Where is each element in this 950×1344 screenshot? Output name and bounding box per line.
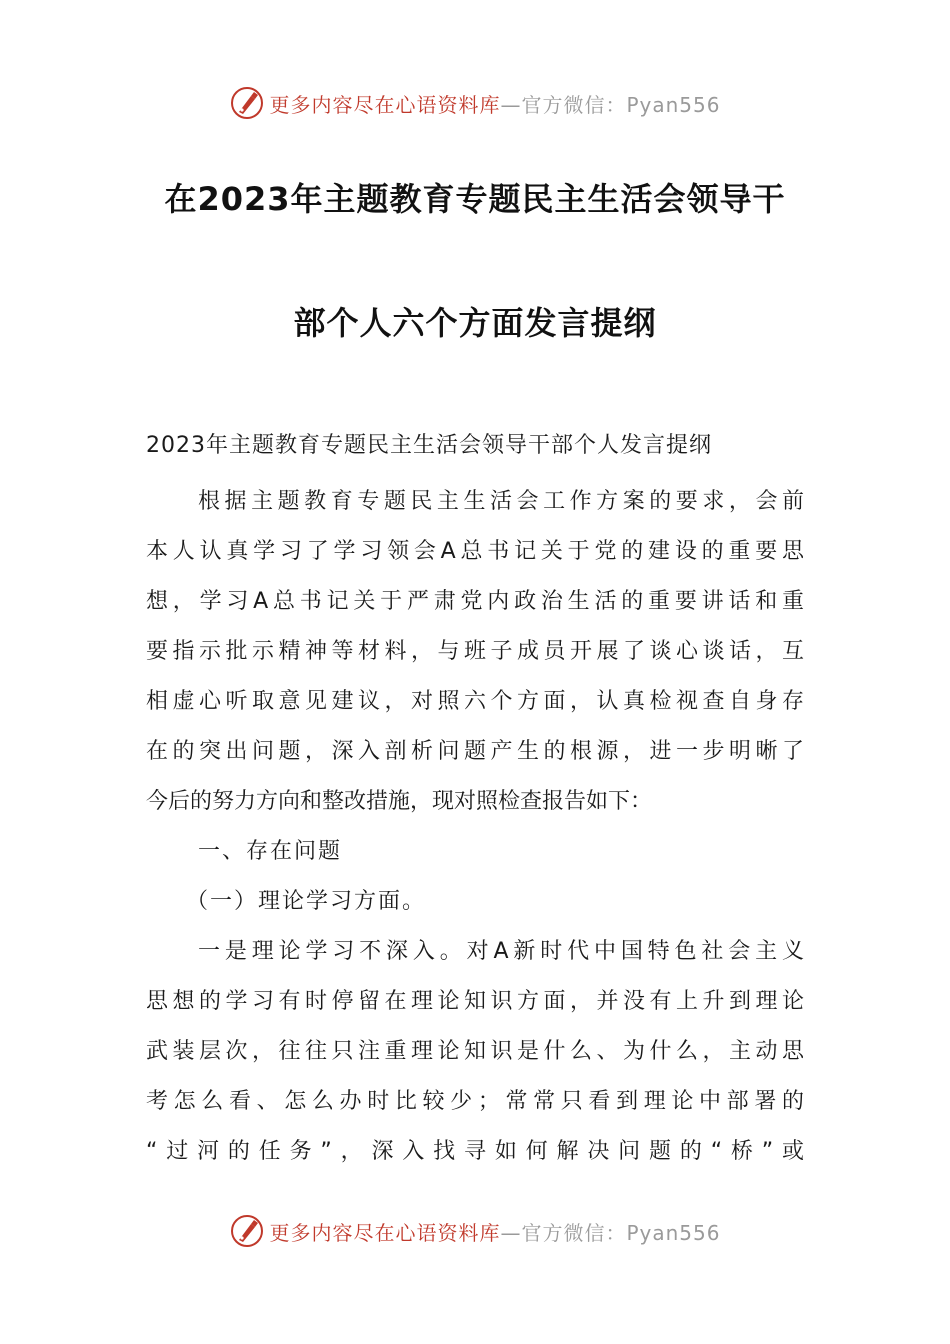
document-subtitle: 2023年主题教育专题民主生活会领导干部个人发言提纲 xyxy=(146,433,712,458)
intro-paragraph-line: 想，学习A总书记关于严肃党内政治生活的重要讲话和重 xyxy=(146,589,804,614)
point-paragraph-line: 考怎么看、怎么办时比较少；常常只看到理论中部署的 xyxy=(146,1089,804,1114)
pen-nib-logo-icon xyxy=(229,1213,265,1249)
document-title-line-1: 在2023年主题教育专题民主生活会领导干 xyxy=(164,180,786,218)
subsection-heading: （一）理论学习方面。 xyxy=(186,889,427,914)
intro-paragraph-line: 根据主题教育专题民主生活会工作方案的要求，会前 xyxy=(198,489,804,514)
point-paragraph-line: 思想的学习有时停留在理论知识方面，并没有上升到理论 xyxy=(146,989,804,1014)
section-heading: 一、存在问题 xyxy=(198,839,343,864)
intro-paragraph-line: 今后的努力方向和整改措施，现对照检查报告如下： xyxy=(146,789,653,814)
intro-paragraph-line: 本人认真学习了学习领会A总书记关于党的建设的重要思 xyxy=(146,539,804,564)
point-paragraph-line: 一是理论学习不深入。对A新时代中国特色社会主义 xyxy=(198,939,804,964)
intro-paragraph-line: 在的突出问题，深入剖析问题产生的根源，进一步明晰了 xyxy=(146,739,804,764)
pen-nib-logo-icon xyxy=(229,85,265,121)
document-title-line-2: 部个人六个方面发言提纲 xyxy=(293,304,657,342)
watermark-contact-text: —官方微信：Pyan556 xyxy=(500,1220,721,1245)
watermark-contact-text: —官方微信：Pyan556 xyxy=(500,92,721,117)
footer-watermark xyxy=(0,1211,950,1251)
intro-paragraph-line: 相虚心听取意见建议，对照六个方面，认真检视查自身存 xyxy=(146,689,804,714)
point-paragraph-line: “过河的任务”，深入找寻如何解决问题的“桥”或 xyxy=(146,1139,804,1164)
watermark-brand-text: 更多内容尽在心语资料库 xyxy=(269,92,501,117)
point-paragraph-line: 武装层次，往往只注重理论知识是什么、为什么，主动思 xyxy=(146,1039,804,1064)
intro-paragraph-line: 要指示批示精神等材料，与班子成员开展了谈心谈话，互 xyxy=(146,639,804,664)
watermark-brand-text: 更多内容尽在心语资料库 xyxy=(269,1220,501,1245)
header-watermark xyxy=(0,83,950,123)
